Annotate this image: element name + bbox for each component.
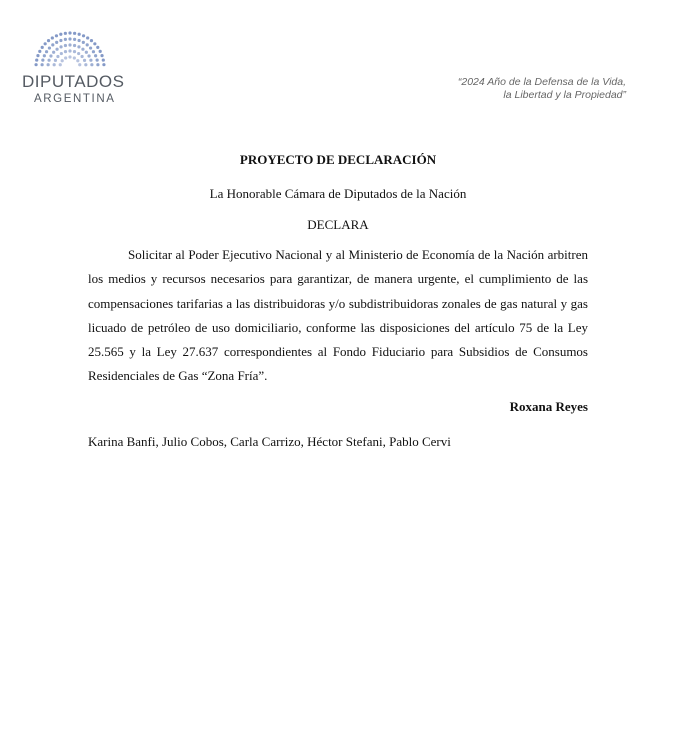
document-subtitle: La Honorable Cámara de Diputados de la Nación [209,186,467,201]
seat-dot [55,41,58,44]
document-verb: DECLARA [307,217,369,232]
seat-dot [92,50,95,53]
declaration-body: Solicitar al Poder Ejecutivo Nacional y al Ministerio de Economía de la Nación arbitren los medios y recursos necesarios para garantizar, de manera urgente, el cumplimiento de las compensaciones tarifarias a las distribuidoras y/o subdistribuidoras zonales de gas natural y gas licuado de petróleo de uso domiciliario, conforme las disposiciones del artículo 75 de la Ley 25.565 y la Ley 27.637 correspondientes al Fondo Fiduciario para Subsidios de Consumos Residenciales de Gas “Zona Fría”. [88,247,588,384]
seat-dot [82,41,85,44]
seat-dot [38,50,41,53]
seat-dot [90,39,93,42]
seat-dot [96,63,99,66]
seat-dot [51,43,54,46]
seat-dot [64,38,67,41]
seat-dot [102,63,105,66]
motto-line-1: “2024 Año de la Defensa de la Vida, [457,76,626,88]
seat-dot [41,63,44,66]
seat-dot [78,63,81,66]
seat-dot [59,33,62,36]
seat-dot [78,33,81,36]
motto-line-2: la Libertad y la Propiedad” [503,89,626,101]
hemicycle-icon [34,30,106,68]
seat-dot [52,51,55,54]
seat-dot [68,31,71,34]
seat-dot [41,59,44,62]
seat-dot [64,44,67,47]
seat-dot [89,59,92,62]
seat-dot [96,59,99,62]
signer-name: Roxana Reyes [509,399,588,414]
seat-dot [85,51,88,54]
seat-dot [47,63,50,66]
seat-dot [87,54,90,57]
seat-dot [82,34,85,37]
diputados-logo [22,30,125,105]
seat-dot [73,38,76,41]
seat-dot [61,59,64,62]
seat-dot [73,32,76,35]
seat-dot [68,55,71,58]
seat-dot [68,43,71,46]
seat-dot [54,59,57,62]
seat-dot [51,36,54,39]
seat-dot [55,48,58,51]
seat-dot [55,34,58,37]
seat-dot [47,59,50,62]
seat-dot [84,63,87,66]
seat-dot [53,63,56,66]
seat-dot [73,44,76,47]
seat-dot [83,59,86,62]
seat-dot [41,46,44,49]
seat-dot [47,39,50,42]
seat-dot [77,45,80,48]
seat-dot [90,63,93,66]
seat-dot [81,48,84,51]
seat-dot [94,54,97,57]
seat-dot [60,52,63,55]
seat-dot [49,54,52,57]
seat-dot [48,46,51,49]
seat-dot [43,54,46,57]
seat-dot [68,49,71,52]
seat-dot [102,58,105,61]
seat-dot [59,39,62,42]
seat-dot [77,39,80,42]
seat-dot [64,50,67,53]
seat-dot [59,63,62,66]
seat-dot [99,50,102,53]
seat-dot [76,59,79,62]
seat-dot [100,54,103,57]
cosigners-list: Karina Banfi, Julio Cobos, Carla Carrizo, Héctor Stefani, Pablo Cervi [88,434,451,449]
seat-dot [64,56,67,59]
seat-dot [80,55,83,58]
seat-dot [86,43,89,46]
seat-dot [89,46,92,49]
seat-dot [77,52,80,55]
seat-dot [45,50,48,53]
seat-dot [73,56,76,59]
page-header [0,0,682,120]
logo-country: ARGENTINA [34,93,116,105]
seat-dot [34,63,37,66]
seat-dot [44,42,47,45]
seat-dot [86,36,89,39]
document-title: PROYECTO DE DECLARACIÓN [239,152,437,167]
seat-dot [73,50,76,53]
seat-dot [56,55,59,58]
seat-dot [64,32,67,35]
seat-dot [35,58,38,61]
seat-dot [96,46,99,49]
seat-dot [93,42,96,45]
seat-dot [36,54,39,57]
logo-name: DIPUTADOS [22,72,125,91]
year-motto [458,76,626,102]
seat-dot [59,45,62,48]
seat-dot [68,37,71,40]
